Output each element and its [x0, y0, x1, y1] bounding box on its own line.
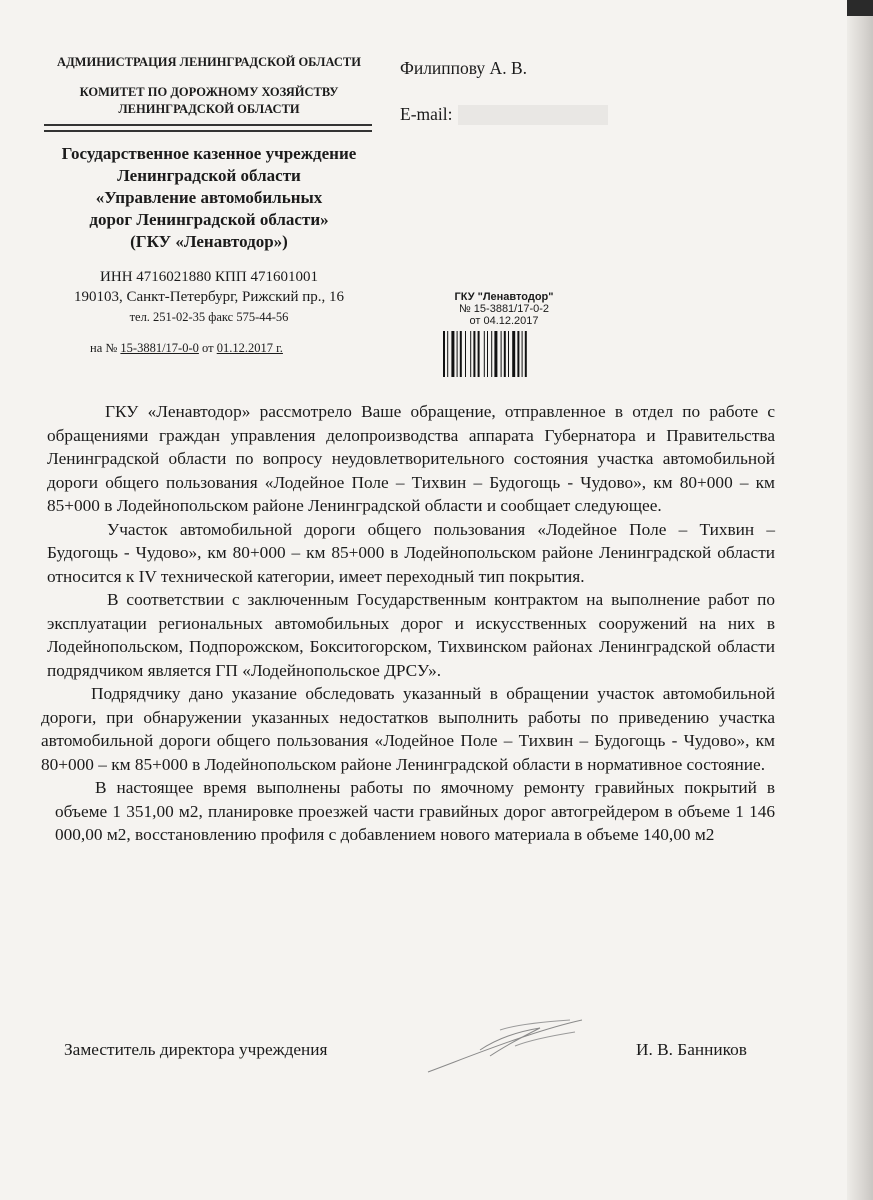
phones: тел. 251-02-35 факс 575-44-56 [129, 310, 289, 324]
barcode-bar [501, 331, 502, 377]
stamp-org: ГКУ "Ленавтодор" [454, 291, 554, 303]
barcode-bar [508, 331, 509, 377]
barcode-bar [460, 331, 462, 377]
committee-line-2: ЛЕНИНГРАДСКОЙ ОБЛАСТИ [118, 102, 300, 116]
institution-line: «Управление автомобильных [95, 188, 323, 207]
ref-number: 15-3881/17-0-0 [120, 341, 199, 355]
committee-line-1: КОМИТЕТ ПО ДОРОЖНОМУ ХОЗЯЙСТВУ [79, 85, 339, 99]
barcode-bar [512, 331, 515, 377]
stamp-date: от 04.12.2017 [469, 315, 539, 327]
barcode-bar [470, 331, 471, 377]
barcode-bar [473, 331, 475, 377]
institution-line: (ГКУ «Ленавтодор») [130, 232, 288, 251]
barcode-bar [478, 331, 480, 377]
committee-header [44, 84, 374, 118]
barcode-bar [484, 331, 485, 377]
page-edge-top [847, 0, 873, 16]
barcode-bar [443, 331, 445, 377]
recipient-name: Филиппову А. В. [400, 58, 527, 78]
barcode-bar [525, 331, 527, 377]
ref-prefix: на № [90, 341, 118, 355]
barcode-bar [494, 331, 497, 377]
institution-requisites [34, 267, 384, 327]
page-edge [847, 0, 873, 1200]
institution-name [34, 143, 384, 253]
header-rule-2 [44, 130, 372, 132]
address: 190103, Санкт-Петербург, Рижский пр., 16 [73, 289, 345, 305]
recipient-email [400, 104, 608, 125]
barcode-bar [451, 331, 454, 377]
ref-from: от [202, 341, 214, 355]
header-rule-1 [44, 124, 372, 126]
barcode [443, 331, 565, 377]
institution-line: Государственное казенное учреждение [61, 144, 357, 163]
ref-date: 01.12.2017 г. [216, 341, 283, 355]
barcode-bar [465, 331, 466, 377]
email-redacted [458, 105, 608, 125]
signatory-title: Заместитель директора учреждения [64, 1040, 328, 1059]
handwritten-signature [420, 1010, 590, 1080]
signatory-name: И. В. Банников [636, 1040, 747, 1059]
body-paragraph: ГКУ «Ленавтодор» рассмотрело Ваше обращение, отправленное в отдел по работе с обращениями граждан управления делопроизводства аппарата Губернатора и Правительства Ленинградской области по вопросу неудовлетворительного состояния участка автомобильной дороги общего пользования «Лодейное Поле – Тихвин – Будогощь - Чудово», км 80+000 – км 85+000 в Лодейнопольском районе Ленинградской области и сообщает следующее. [47, 402, 775, 515]
body-paragraph: Подрядчику дано указание обследовать указанный в обращении участок автомобильной дороги, при обнаружении указанных недостатков выполнить работы по приведению участка автомобильной дороги общего пользования «Лодейное Поле – Тихвин – Будогощь - Чудово», км 80+000 – км 85+000 в Лодейнопольском районе Ленинградской области в нормативное состояние. [41, 684, 775, 774]
administration-header: АДМИНИСТРАЦИЯ ЛЕНИНГРАДСКОЙ ОБЛАСТИ [57, 55, 361, 69]
barcode-bar [447, 331, 448, 377]
email-label: E-mail: [400, 104, 453, 124]
barcode-bar [517, 331, 519, 377]
body-paragraph: В соответствии с заключенным Государственным контрактом на выполнение работ по эксплуатации региональных автомобильных дорог и искусственных сооружений на них в Лодейнопольском, Подпорожском, Бокситогорском, Тихвинском районах Ленинградской области подрядчиком является ГП «Лодейнопольское ДРСУ». [47, 590, 775, 680]
barcode-bar [522, 331, 523, 377]
barcode-bar [504, 331, 506, 377]
institution-line: Ленинградской области [117, 166, 301, 185]
barcode-bar [487, 331, 488, 377]
registration-stamp [443, 291, 565, 377]
letter-body [41, 400, 775, 847]
institution-line: дорог Ленинградской области» [89, 210, 329, 229]
body-paragraph: Участок автомобильной дороги общего пользования «Лодейное Поле – Тихвин – Будогощь - Чудово», км 80+000 – км 85+000 в Лодейнопольском районе Ленинградской области относится к IV технической категории, имеет переходный тип покрытия. [47, 519, 775, 586]
stamp-number: № 15-3881/17-0-2 [458, 303, 550, 315]
barcode-bar [457, 331, 458, 377]
inn-kpp: ИНН 4716021880 КПП 471601001 [100, 269, 318, 285]
body-paragraph: В настоящее время выполнены работы по ямочному ремонту гравийных покрытий в объеме 1 351,00 м2, планировке проезжей части гравийных дорог автогрейдером в объеме 1 146 000,00 м2, восстановлению профиля с добавлением нового материала в объеме 140,00 м2 [55, 778, 775, 844]
barcode-bar [491, 331, 492, 377]
reference-line [90, 341, 283, 356]
